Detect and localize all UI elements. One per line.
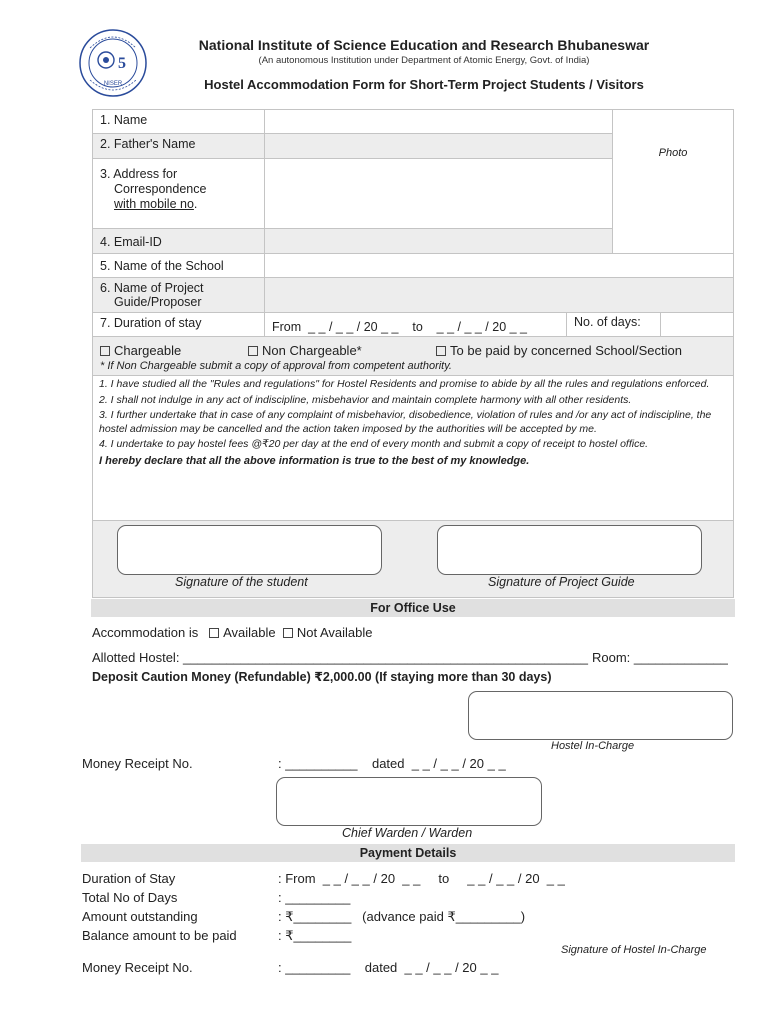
school-field[interactable] <box>264 253 734 278</box>
room-field[interactable]: Room: _____________ <box>592 650 728 665</box>
svg-text:5: 5 <box>118 55 126 72</box>
address-label: 3. Address for Correspondence with mobile no. <box>92 158 265 229</box>
form-title: Hostel Accommodation Form for Short-Term Project Students / Visitors <box>204 77 644 92</box>
chargeable-option[interactable]: Chargeable <box>100 343 181 358</box>
payment-days-value[interactable]: : _________ <box>278 890 351 905</box>
payment-row-days: Total No of Days : _________ <box>82 890 351 905</box>
payment-row-duration: Duration of Stay : From _ _ / _ _ / 20 _ _ to _ _ / _ _ / 20 _ _ <box>82 871 565 886</box>
hostel-incharge-label: Hostel In-Charge <box>551 740 635 752</box>
checkbox-icon[interactable] <box>248 346 258 356</box>
svg-text:NISER: NISER <box>103 81 123 87</box>
payment-outstanding-value[interactable]: : ₹________ (advance paid ₹_________) <box>278 909 526 924</box>
declaration-1: 1. I have studied all the "Rules and regulations" for Hostel Residents and promise to abide by all the rules and regulations enforced. <box>99 378 710 390</box>
payment-duration-value[interactable]: : From _ _ / _ _ / 20 _ _ to _ _ / _ _ / 20 _ _ <box>278 871 565 886</box>
declaration-2: 2. I shall not indulge in any act of indiscipline, misbehavior and maintain complete harmony with all other residents. <box>99 393 632 406</box>
guide-signature-box[interactable] <box>437 525 702 575</box>
name-field[interactable] <box>264 109 613 134</box>
institute-name: National Institute of Science Education and Research Bhubaneswar <box>198 37 650 53</box>
duration-label: 7. Duration of stay <box>92 312 265 337</box>
charge-note: * If Non Chargeable submit a copy of approval from competent authority. <box>100 360 452 372</box>
office-use-heading: For Office Use <box>91 599 735 617</box>
payment-row-outstanding: Amount outstanding : ₹________ (advance paid ₹_________) <box>82 909 526 924</box>
receipt-label-2: Money Receipt No. <box>82 960 193 975</box>
hostel-incharge-signature-box[interactable] <box>468 691 733 740</box>
declaration-statement: I hereby declare that all the above information is true to the best of my knowledge. <box>99 454 530 467</box>
duration-dates[interactable]: From _ _ / _ _ / 20 _ _ to _ _ / _ _ / 20 _ _ <box>264 312 567 337</box>
days-field[interactable] <box>660 312 734 337</box>
guide-label: 6. Name of Project Guide/Proposer <box>92 277 265 313</box>
checkbox-icon[interactable] <box>283 628 293 638</box>
receipt-label-1: Money Receipt No. <box>82 756 193 771</box>
checkbox-icon[interactable] <box>436 346 446 356</box>
not-available-option[interactable]: Not Available <box>283 625 373 640</box>
receipt-value-1[interactable]: : __________ dated _ _ / _ _ / 20 _ _ <box>278 756 506 771</box>
allotted-hostel-row[interactable]: Allotted Hostel: ________________________________________________________ <box>92 650 588 665</box>
student-signature-box[interactable] <box>117 525 382 575</box>
declarations <box>92 375 734 521</box>
guide-signature-label: Signature of Project Guide <box>488 575 635 589</box>
warden-label: Chief Warden / Warden <box>342 826 473 840</box>
payment-row-balance: Balance amount to be paid : ₹________ <box>82 928 352 943</box>
checkbox-icon[interactable] <box>100 346 110 356</box>
deposit-note: Deposit Caution Money (Refundable) ₹2,000.00 (If staying more than 30 days) <box>92 670 552 684</box>
charge-row <box>92 336 734 376</box>
institute-subtitle: (An autonomous Institution under Department of Atomic Energy, Govt. of India) <box>258 55 590 66</box>
father-field[interactable] <box>264 133 613 159</box>
accommodation-row: Accommodation is Available Not Available <box>92 625 373 640</box>
payment-heading: Payment Details <box>81 844 735 862</box>
non-chargeable-option[interactable]: Non Chargeable* <box>248 343 362 358</box>
declaration-3: 3. I further undertake that in case of any complaint of misbehavior, disobedience, violation of rules and /or any act of indiscipline, the hostel admission may be cancelled and the action taken imposed by the authorities will be accepted by me. <box>99 409 712 435</box>
days-label: No. of days: <box>566 312 661 337</box>
guide-field[interactable] <box>264 277 734 313</box>
school-paid-option[interactable]: To be paid by concerned School/Section <box>436 343 682 358</box>
checkbox-icon[interactable] <box>209 628 219 638</box>
declaration-4: 4. I undertake to pay hostel fees @₹20 per day at the end of every month and submit a copy of receipt to hostel office. <box>99 438 649 450</box>
email-field[interactable] <box>264 228 613 254</box>
photo-box[interactable]: Photo <box>612 109 734 254</box>
address-field[interactable] <box>264 158 613 229</box>
school-label: 5. Name of the School <box>92 253 265 278</box>
name-label: 1. Name <box>92 109 265 134</box>
receipt-value-2[interactable]: : _________ dated _ _ / _ _ / 20 _ _ <box>278 960 499 975</box>
hostel-incharge-signature-label: Signature of Hostel In-Charge <box>561 944 707 956</box>
email-label: 4. Email-ID <box>92 228 265 254</box>
available-option[interactable]: Available <box>209 625 276 640</box>
student-signature-label: Signature of the student <box>175 575 308 589</box>
father-label: 2. Father's Name <box>92 133 265 159</box>
warden-signature-box[interactable] <box>276 777 542 826</box>
payment-balance-value[interactable]: : ₹________ <box>278 928 352 943</box>
